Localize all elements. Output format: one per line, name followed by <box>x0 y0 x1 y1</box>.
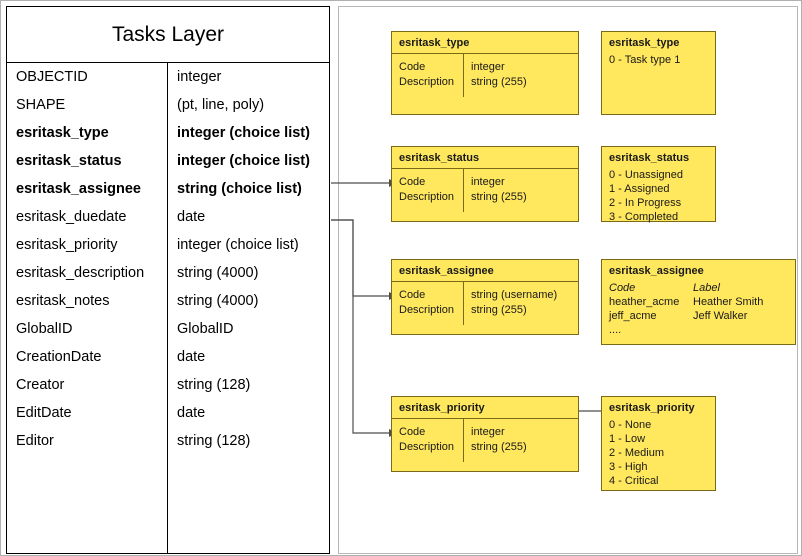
field-type: string (128) <box>177 377 251 393</box>
list-item <box>609 323 788 337</box>
list-item <box>609 309 788 323</box>
field-type: string (choice list) <box>177 181 302 197</box>
list-item: 4 - Critical <box>609 475 659 487</box>
field-type: integer (choice list) <box>177 125 310 141</box>
field-type: integer (choice list) <box>177 237 299 253</box>
table-row <box>7 427 329 455</box>
list-item: 0 - Task type 1 <box>609 54 681 66</box>
list-item: 1 - Low <box>609 433 646 445</box>
assignee-header-code: Code <box>609 282 636 294</box>
inner-divider <box>463 169 464 212</box>
field-type: date <box>177 349 206 365</box>
list-item: 0 - Unassigned <box>609 169 683 181</box>
domain-box-body <box>392 419 578 462</box>
field-name: esritask_type <box>16 125 109 141</box>
domain-field-label: Code <box>399 289 426 301</box>
domain-field-type: string (255) <box>471 76 527 88</box>
domain-field-type: string (255) <box>471 304 527 316</box>
table-row <box>7 63 329 91</box>
field-name: esritask_duedate <box>16 209 127 225</box>
field-name: SHAPE <box>16 97 66 113</box>
domain-box-esritask-type <box>391 31 579 115</box>
domain-field-type: integer <box>471 426 505 438</box>
list-item: 2 - Medium <box>609 447 665 459</box>
field-name: Creator <box>16 377 65 393</box>
assignee-list <box>602 281 795 337</box>
domain-box-title: esritask_status <box>392 147 578 169</box>
assignee-code: heather_acme <box>609 296 680 308</box>
inner-divider <box>463 419 464 462</box>
table-row <box>7 203 329 231</box>
domain-box-body <box>392 54 578 97</box>
table-row <box>7 259 329 287</box>
column-divider <box>167 63 168 553</box>
list-item: 1 - Assigned <box>609 183 670 195</box>
domain-field-label: Description <box>399 191 455 203</box>
table-row <box>7 231 329 259</box>
field-name: EditDate <box>16 405 72 421</box>
field-name: esritask_assignee <box>16 181 141 197</box>
domain-field-label: Code <box>399 426 426 438</box>
domain-field-label: Description <box>399 441 455 453</box>
list-item: 0 - None <box>609 419 652 431</box>
field-type: string (4000) <box>177 293 259 309</box>
field-type: integer (choice list) <box>177 153 310 169</box>
field-name: esritask_priority <box>16 237 118 253</box>
inner-divider <box>463 54 464 97</box>
assignee-code: jeff_acme <box>609 310 657 322</box>
domain-box-body <box>392 169 578 212</box>
domain-box-title: esritask_assignee <box>392 260 578 282</box>
field-type: (pt, line, poly) <box>177 97 265 113</box>
values-box-title: esritask_priority <box>609 402 695 414</box>
domain-field-label: Code <box>399 176 426 188</box>
inner-divider <box>463 282 464 325</box>
table-row <box>7 315 329 343</box>
domain-box-title: esritask_priority <box>392 397 578 419</box>
page-title: Tasks Layer <box>7 7 329 63</box>
field-type: GlobalID <box>177 321 234 337</box>
field-name: OBJECTID <box>16 69 88 85</box>
values-box-title: esritask_status <box>609 152 690 164</box>
values-box-esritask-assignee <box>601 259 796 345</box>
tasks-layer-fields <box>7 63 329 553</box>
field-name: esritask_status <box>16 153 122 169</box>
domain-field-type: integer <box>471 176 505 188</box>
values-list <box>602 168 715 224</box>
field-name: GlobalID <box>16 321 73 337</box>
domain-box-body <box>392 282 578 325</box>
table-row <box>7 287 329 315</box>
list-item <box>609 295 788 309</box>
list-item: 3 - High <box>609 461 648 473</box>
domain-box-esritask-status <box>391 146 579 222</box>
domain-field-type: integer <box>471 61 505 73</box>
domain-box-esritask-priority <box>391 396 579 472</box>
table-row <box>7 175 329 203</box>
assignee-label: Heather Smith <box>693 296 764 308</box>
values-box-title: esritask_type <box>609 37 680 49</box>
field-type: date <box>177 405 206 421</box>
field-type: string (128) <box>177 433 251 449</box>
table-row <box>7 147 329 175</box>
assignee-label: Jeff Walker <box>693 310 748 322</box>
table-row <box>7 343 329 371</box>
values-list <box>602 418 715 488</box>
values-box-esritask-type <box>601 31 716 115</box>
field-name: esritask_notes <box>16 293 110 309</box>
list-item: 2 - In Progress <box>609 197 682 209</box>
field-type: date <box>177 209 206 225</box>
field-name: esritask_description <box>16 265 145 281</box>
table-row <box>7 91 329 119</box>
values-box-esritask-status <box>601 146 716 222</box>
table-row <box>7 399 329 427</box>
tasks-layer-table <box>6 6 330 554</box>
domain-field-type: string (username) <box>471 289 558 301</box>
domain-field-type: string (255) <box>471 441 527 453</box>
values-list <box>602 53 715 67</box>
field-type: string (4000) <box>177 265 259 281</box>
field-name: Editor <box>16 433 54 449</box>
domain-field-type: string (255) <box>471 191 527 203</box>
domain-field-label: Description <box>399 304 455 316</box>
domain-box-esritask-assignee <box>391 259 579 335</box>
assignee-code: .... <box>609 324 622 336</box>
assignee-header-row <box>609 281 788 295</box>
list-item: 3 - Completed <box>609 211 679 223</box>
domain-field-label: Code <box>399 61 426 73</box>
domain-box-title: esritask_type <box>392 32 578 54</box>
field-type: integer <box>177 69 222 85</box>
table-row <box>7 371 329 399</box>
assignee-header-label: Label <box>693 282 720 294</box>
domain-field-label: Description <box>399 76 455 88</box>
table-row <box>7 119 329 147</box>
values-box-title: esritask_assignee <box>609 265 704 277</box>
field-name: CreationDate <box>16 349 102 365</box>
values-box-esritask-priority <box>601 396 716 491</box>
